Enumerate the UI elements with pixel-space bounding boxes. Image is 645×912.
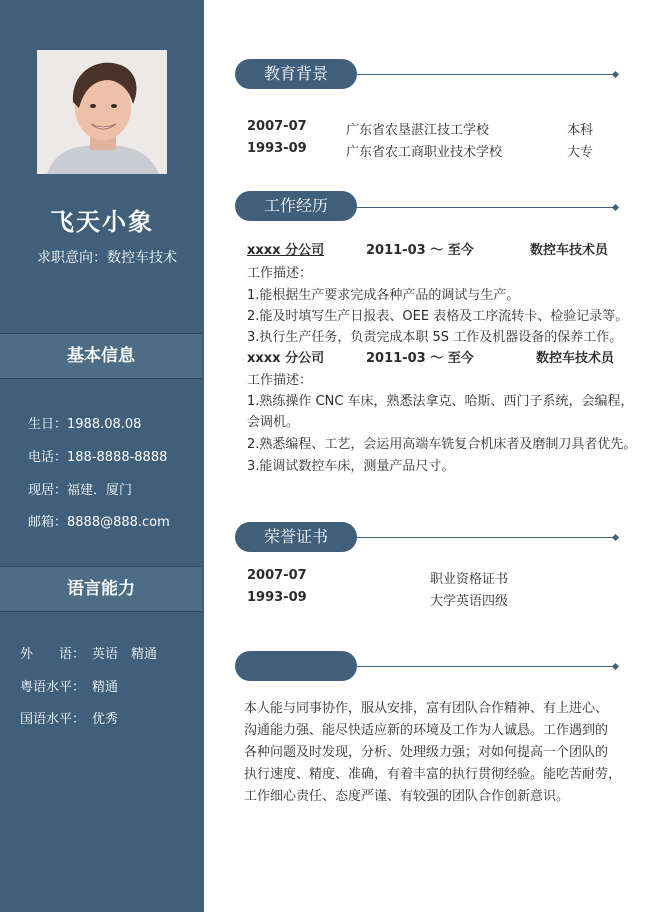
job-role: 数控车技术员 bbox=[536, 351, 615, 366]
job-period: 2011-03 ～ 至今 bbox=[366, 243, 474, 258]
honor-date: 1993-09 bbox=[247, 590, 307, 605]
edu-date: 2007-07 bbox=[247, 119, 307, 134]
edu-degree: 本科 bbox=[567, 123, 594, 138]
self-eval-line: 执行速度、精度、准确，有着丰富的执行贯彻经验。能吃苦耐劳， bbox=[244, 767, 622, 782]
job-desc-line: 3.执行生产任务，负责完成本职 5S 工作及机器设备的保养工作。 bbox=[247, 330, 623, 345]
section-divider bbox=[357, 207, 615, 208]
edu-date: 1993-09 bbox=[247, 141, 307, 156]
language-heading: 语言能力 bbox=[0, 566, 202, 612]
self-eval-heading bbox=[235, 651, 357, 681]
divider-diamond-icon bbox=[612, 204, 619, 211]
work-heading: 工作经历 bbox=[235, 191, 357, 221]
residence: 现居：福建．厦门 bbox=[28, 483, 133, 498]
honor-name: 职业资格证书 bbox=[430, 572, 509, 587]
divider-diamond-icon bbox=[612, 663, 619, 670]
section-divider bbox=[357, 537, 615, 538]
education-heading: 教育背景 bbox=[235, 59, 357, 89]
edu-degree: 大专 bbox=[567, 145, 594, 160]
language-value: 优秀 bbox=[92, 712, 119, 727]
language-label: 外 语： bbox=[20, 647, 86, 662]
birthday: 生日：1988.08.08 bbox=[28, 417, 142, 432]
section-divider bbox=[357, 666, 615, 667]
language-row bbox=[20, 643, 157, 662]
job-desc-line: 3.能调试数控车床，测量产品尺寸。 bbox=[247, 459, 455, 474]
phone: 电话：188-8888-8888 bbox=[28, 450, 168, 465]
language-row bbox=[20, 676, 118, 695]
honor-name: 大学英语四级 bbox=[430, 594, 509, 609]
job-desc-line: 1.熟练操作 CNC 车床，熟悉法拿克、哈斯、西门子系统，会编程， bbox=[247, 394, 634, 409]
job-period: 2011-03 ～ 至今 bbox=[366, 351, 474, 366]
email: 邮箱：8888@888.com bbox=[28, 515, 170, 530]
language-row bbox=[20, 708, 118, 727]
job-role: 数控车技术员 bbox=[530, 243, 609, 258]
job-desc-label: 工作描述： bbox=[247, 266, 313, 281]
section-divider bbox=[357, 74, 615, 75]
sidebar bbox=[0, 0, 204, 912]
language-label: 国语水平： bbox=[20, 712, 86, 727]
job-desc-label: 工作描述： bbox=[247, 373, 313, 388]
basic-info-heading: 基本信息 bbox=[0, 333, 202, 379]
job-company: xxxx 分公司 bbox=[247, 351, 325, 366]
job-desc-line: 2.熟悉编程、工艺，会运用高端车铣复合机床者及磨制刀具者优先。 bbox=[247, 437, 637, 452]
language-value: 英语 精通 bbox=[92, 647, 158, 662]
self-eval-line: 本人能与同事协作，服从安排，富有团队合作精神、有上进心、 bbox=[244, 701, 609, 716]
job-desc-line: 1.能根据生产要求完成各种产品的调试与生产。 bbox=[247, 288, 520, 303]
edu-school: 广东省农垦湛江技工学校 bbox=[346, 123, 490, 138]
self-eval-line: 工作细心责任、态度严谨、有较强的团队合作创新意识。 bbox=[244, 789, 570, 804]
self-eval-text bbox=[244, 698, 629, 808]
job-desc-line: 会调机。 bbox=[247, 415, 300, 430]
job-desc-line: 2.能及时填写生产日报表、OEE 表格及工序流转卡、检验记录等。 bbox=[247, 309, 629, 324]
self-eval-line: 沟通能力强、能尽快适应新的环境及工作为人诚恳。工作遇到的 bbox=[244, 723, 609, 738]
divider-diamond-icon bbox=[612, 71, 619, 78]
divider-diamond-icon bbox=[612, 534, 619, 541]
language-label: 粤语水平： bbox=[20, 680, 86, 695]
edu-school: 广东省农工商职业技术学校 bbox=[346, 145, 503, 160]
honors-heading: 荣誉证书 bbox=[235, 522, 357, 552]
language-value: 精通 bbox=[92, 680, 119, 695]
candidate-name: 飞天小象 bbox=[50, 208, 154, 236]
job-company: xxxx 分公司 bbox=[247, 243, 325, 258]
job-intent: 求职意向：数控车技术 bbox=[37, 250, 177, 266]
profile-photo bbox=[37, 50, 167, 174]
honor-date: 2007-07 bbox=[247, 568, 307, 583]
self-eval-line: 各种问题及时发现，分析、处理级力强；对如何提高一个团队的 bbox=[244, 745, 609, 760]
